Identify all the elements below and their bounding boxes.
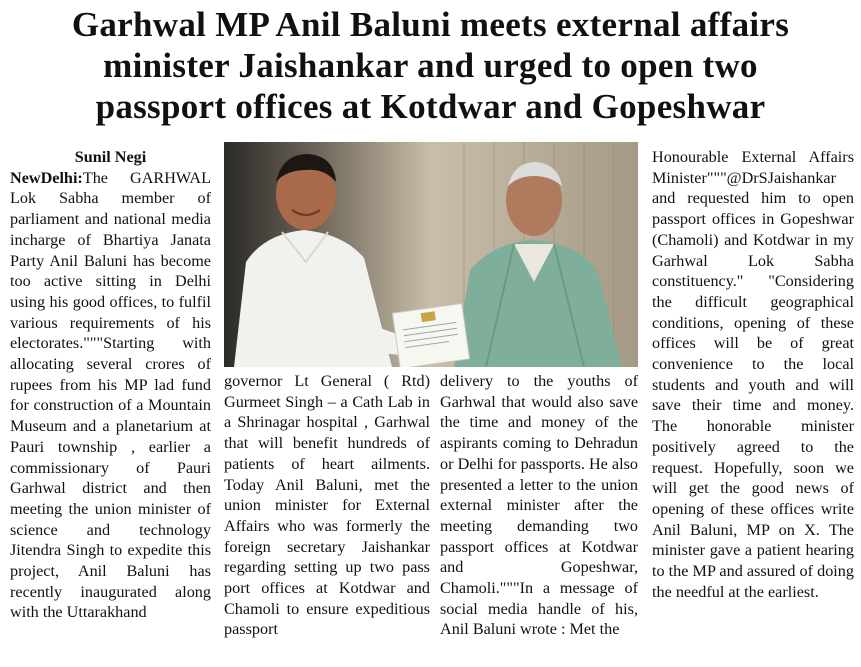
news-photo	[224, 142, 638, 367]
headline	[8, 4, 853, 132]
article-column-4	[652, 147, 854, 602]
headline-line-1: Garhwal MP Anil Baluni meets external affairs	[71, 5, 790, 44]
news-photo-illustration	[224, 142, 638, 367]
dateline: NewDelhi:	[10, 168, 83, 187]
article-column-3	[440, 371, 638, 640]
column-3-text: delivery to the youths of Garhwal that would also save the time and money of the aspirants coming to Dehradun or Delhi for passports. He also presented a letter to the union external minister after the meeting demanding two passport offices at Kotdwar and Gopeshwar, Chamoli."""In a message of social media handle of his, Anil Baluni wrote : Met the	[440, 372, 638, 639]
column-4-text: Honourable External Affairs Minister"""@DrSJaishankar and requested him to open passport offices in Gopeshwar (Chamoli) and Kotdwar in my Garhwal Lok Sabha constituency." "Considering the difficult geographical conditions, opening of these offices will be of great convenience to the local students and youth and will save their time and money. The honorable minister positively agreed to the request. Hopefully, soon we will get the good news of opening of these offices write Anil Baluni, MP on X. The minister gave a patient hearing to the MP and assured of doing the needful at the earliest.	[652, 148, 854, 601]
headline-line-2: minister Jaishankar and urged to open two	[103, 46, 758, 85]
column-1-paragraph	[10, 168, 211, 623]
byline: Sunil Negi	[74, 148, 147, 166]
headline-line-3: passport offices at Kotdwar and Gopeshwar	[95, 87, 766, 126]
column-2-text: governor Lt General ( Rtd) Gurmeet Singh – a Cath Lab in a Shrinagar hospital , Garhwal that will benefit hundreds of patients of heart ailments. Today Anil Baluni, met the union minister for External Affairs who was formerly the foreign secretary Jaishankar regarding setting up two pass port offices at Kotdwar and Chamoli to ensure expeditious passport	[224, 372, 430, 639]
article-column-1	[10, 147, 211, 623]
article-column-2	[224, 371, 430, 640]
column-1-text: The GARHWAL Lok Sabha member of parliament and national media incharge of Bhartiya Janata Party Anil Baluni has become too active sitting in Delhi using his good offices, to fulfil various requirements of his electorates."""Starting with allocating several crores of rupees from his MP lad fund for construction of a Mountain Museum and a planetarium at Pauri township , earlier a commissionary of Pauri Garhwal district and then meeting the union minister of science and technology Jitendra Singh to expedite this project, Anil Baluni has recently inaugurated along with the Uttarakhand	[10, 168, 211, 622]
